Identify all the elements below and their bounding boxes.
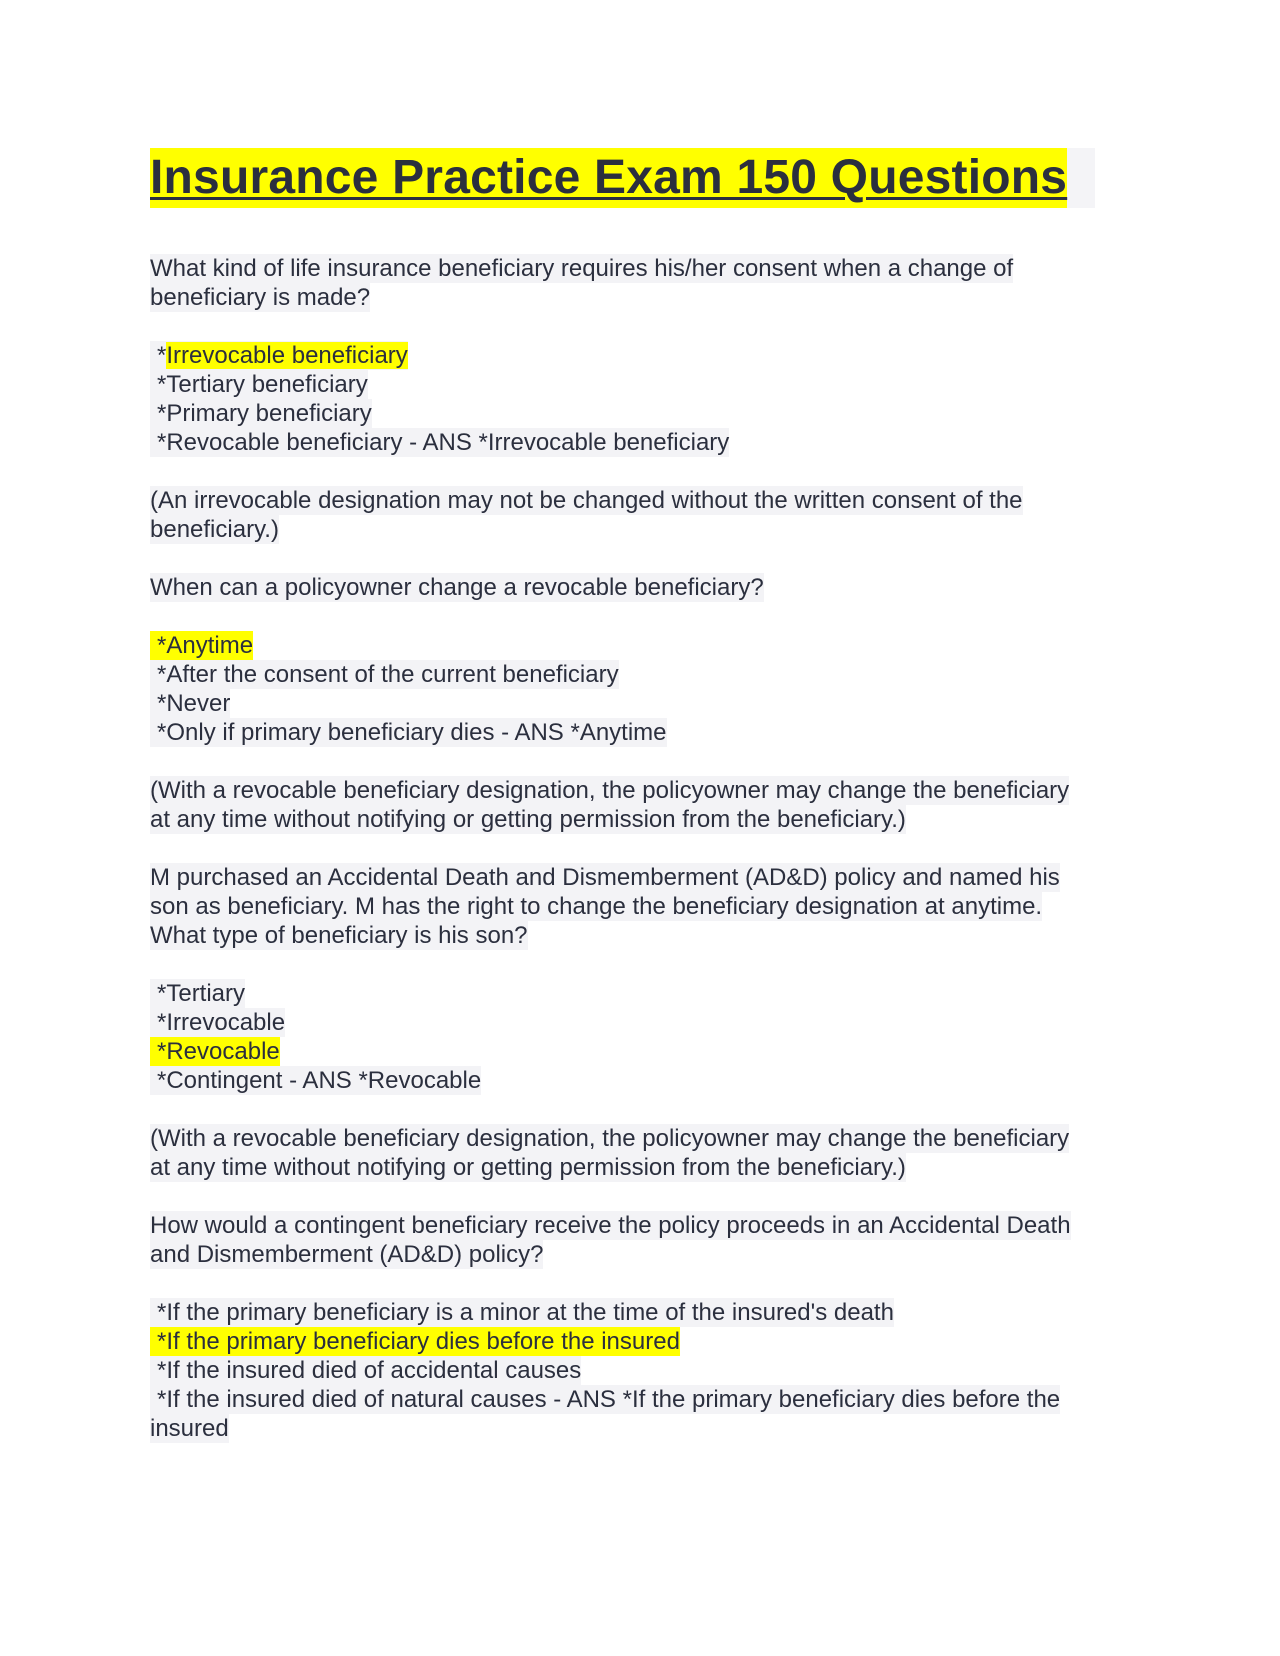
page-title: Insurance Practice Exam 150 Questions	[150, 148, 1067, 208]
question-line: How would a contingent beneficiary receive the policy proceeds in an Accidental Death	[150, 1212, 1071, 1239]
explanation-3	[150, 1124, 1130, 1182]
question-line: and Dismemberment (AD&D) policy?	[150, 1241, 544, 1268]
question-line: What kind of life insurance beneficiary requires his/her consent when a change of	[150, 255, 1014, 282]
option-irrevocable: *Irrevocable	[150, 1008, 285, 1037]
explanation-1	[150, 486, 1130, 544]
option-natural-causes-answer: *If the insured died of natural causes - ANS *If the primary beneficiary dies before the	[150, 1385, 1060, 1414]
options-2	[150, 631, 1130, 747]
explanation-line: at any time without notifying or getting permission from the beneficiary.)	[150, 806, 906, 833]
question-4	[150, 1211, 1130, 1269]
document-page	[150, 148, 1130, 1472]
options-4	[150, 1298, 1130, 1443]
option-tertiary: *Tertiary	[150, 979, 245, 1008]
option-primary: *Primary beneficiary	[150, 399, 372, 428]
option-anytime: *Anytime	[150, 631, 253, 660]
explanation-2	[150, 776, 1130, 834]
explanation-line: (With a revocable beneficiary designation, the policyowner may change the beneficiary	[150, 1125, 1070, 1152]
option-contingent-answer: *Contingent - ANS *Revocable	[150, 1066, 481, 1095]
highlighted-answer: Irrevocable beneficiary	[166, 342, 408, 369]
option-accidental-causes: *If the insured died of accidental causes	[150, 1356, 581, 1385]
option-revocable: *Revocable	[150, 1037, 280, 1066]
explanation-line: at any time without notifying or getting permission from the beneficiary.)	[150, 1154, 906, 1181]
option-prefix: *	[157, 342, 167, 369]
question-3	[150, 863, 1130, 950]
options-1	[150, 341, 1130, 457]
option-never: *Never	[150, 689, 230, 718]
options-3	[150, 979, 1130, 1095]
question-line: M purchased an Accidental Death and Dismemberment (AD&D) policy and named his	[150, 864, 1060, 891]
option-after-consent: *After the consent of the current beneficiary	[150, 660, 619, 689]
option-continuation: insured	[150, 1415, 229, 1442]
title-wrap	[150, 148, 1095, 208]
option-irrevocable	[150, 341, 408, 370]
question-line: When can a policyowner change a revocable beneficiary?	[150, 574, 764, 601]
question-2	[150, 573, 1130, 602]
question-line: son as beneficiary. M has the right to change the beneficiary designation at anytime.	[150, 893, 1043, 920]
option-primary-dies-answer: *Only if primary beneficiary dies - ANS *Anytime	[150, 718, 667, 747]
option-tertiary: *Tertiary beneficiary	[150, 370, 368, 399]
question-line: What type of beneficiary is his son?	[150, 922, 528, 949]
explanation-line: (An irrevocable designation may not be changed without the written consent of the	[150, 487, 1023, 514]
explanation-line: (With a revocable beneficiary designation, the policyowner may change the beneficiary	[150, 777, 1070, 804]
option-primary-dies-before: *If the primary beneficiary dies before the insured	[150, 1327, 680, 1356]
option-minor: *If the primary beneficiary is a minor at the time of the insured's death	[150, 1298, 894, 1327]
option-revocable-answer: *Revocable beneficiary - ANS *Irrevocable beneficiary	[150, 428, 729, 457]
question-1	[150, 254, 1130, 312]
explanation-line: beneficiary.)	[150, 516, 279, 543]
question-line: beneficiary is made?	[150, 284, 371, 311]
